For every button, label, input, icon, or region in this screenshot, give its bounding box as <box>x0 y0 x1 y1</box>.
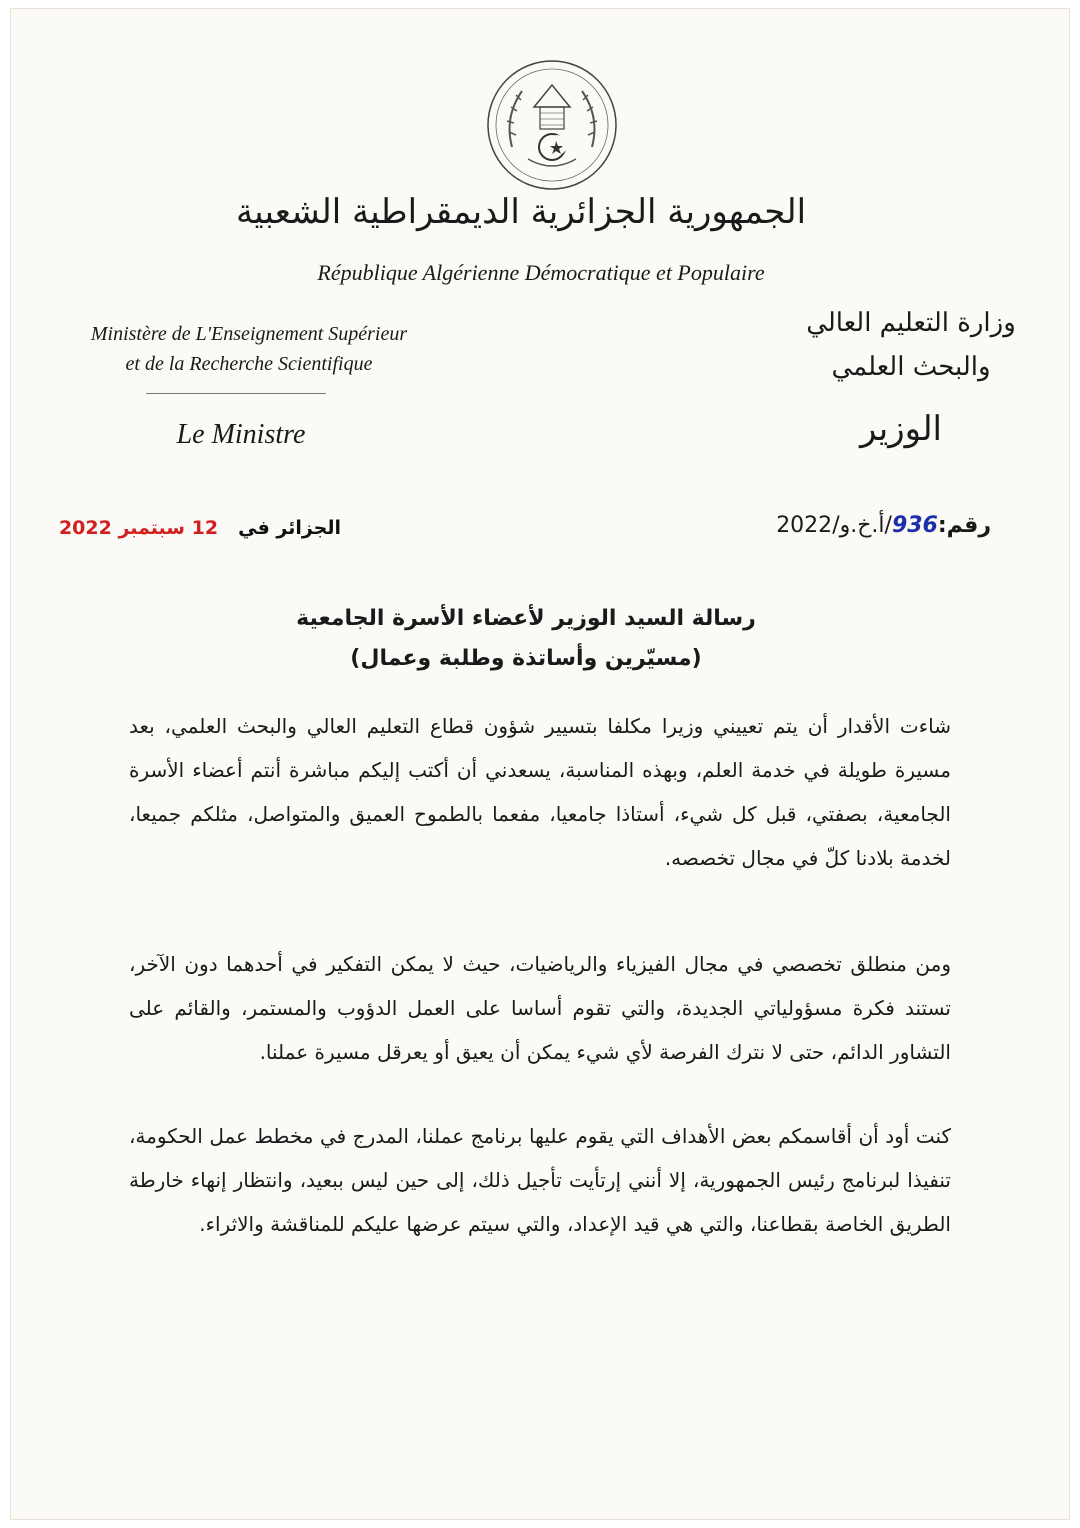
arabic-ministry-name <box>771 301 1051 389</box>
arabic-ministry-line-1: وزارة التعليم العالي <box>806 308 1016 338</box>
arabic-ministry-line-2: والبحث العلمي <box>831 352 991 382</box>
french-ministry-name <box>39 319 459 379</box>
letter-subject <box>261 599 791 679</box>
french-minister-title: Le Ministre <box>176 419 306 450</box>
arabic-minister-title: الوزير <box>859 409 942 449</box>
reference-number <box>701 513 991 538</box>
letter-page <box>10 8 1070 1520</box>
date-label: الجزائر في <box>238 517 341 539</box>
reference-label: رقم: <box>937 513 991 538</box>
reference-handwritten-number: 936 <box>891 513 938 538</box>
letter-date <box>58 517 341 539</box>
reference-suffix: /أ.خ.و/2022 <box>776 513 892 538</box>
subject-line-2: (مسيّرين وأساتذة وطلبة وعمال) <box>350 646 702 671</box>
date-stamp: 12 سبتمبر 2022 <box>58 517 219 539</box>
body-paragraph-2: ومن منطلق تخصصي في مجال الفيزياء والرياضيات، حيث لا يمكن التفكير في أحدهما دون الآخر، تستند فكرة مسؤولياتي الجديدة، والتي تقوم أساسا على العمل الدؤوب والمستمر، والقائم على التشاور الدائم، حتى لا نترك الفرصة لأي شيء يمكن أن يعيق أو يعرقل مسيرة عملنا. <box>129 952 951 1064</box>
ministry-divider <box>146 393 326 394</box>
body-paragraph-3: كنت أود أن أقاسمكم بعض الأهداف التي يقوم عليها برنامج عملنا، المدرج في مخطط عمل الحكومة، تنفيذا لبرنامج رئيس الجمهورية، إلا أنني إرتأيت تأجيل ذلك، إلى حين ليس ببعيد، وانتظار إنهاء خارطة الطريق الخاصة بقطاعنا، والتي هي قيد الإعداد، والتي سيتم عرضها عليكم للمناقشة والاثراء. <box>129 1124 951 1236</box>
french-ministry-line-2: et de la Recherche Scientifique <box>125 353 373 375</box>
arabic-republic-title: الجمهورية الجزائرية الديمقراطية الشعبية <box>235 192 807 232</box>
french-ministry-line-1: Ministère de L'Enseignement Supérieur <box>90 323 408 345</box>
algeria-national-emblem-icon <box>482 55 622 195</box>
subject-line-1: رسالة السيد الوزير لأعضاء الأسرة الجامعية <box>296 606 756 631</box>
french-republic-title: République Algérienne Démocratique et Populaire <box>317 260 765 285</box>
body-paragraph-1: شاءت الأقدار أن يتم تعييني وزيرا مكلفا بتسيير شؤون قطاع التعليم العالي والبحث العلمي، بعد مسيرة طويلة في خدمة العلم، وبهذه المناسبة، يسعدني أن أكتب إليكم مباشرة أنتم أعضاء الأسرة الجامعية، بصفتي، قبل كل شيء، أستاذا جامعيا، مفعما بالطموح العميق والمتواصل، مثلكم جميعا، لخدمة بلادنا كلّ في مجال تخصصه. <box>129 714 951 870</box>
